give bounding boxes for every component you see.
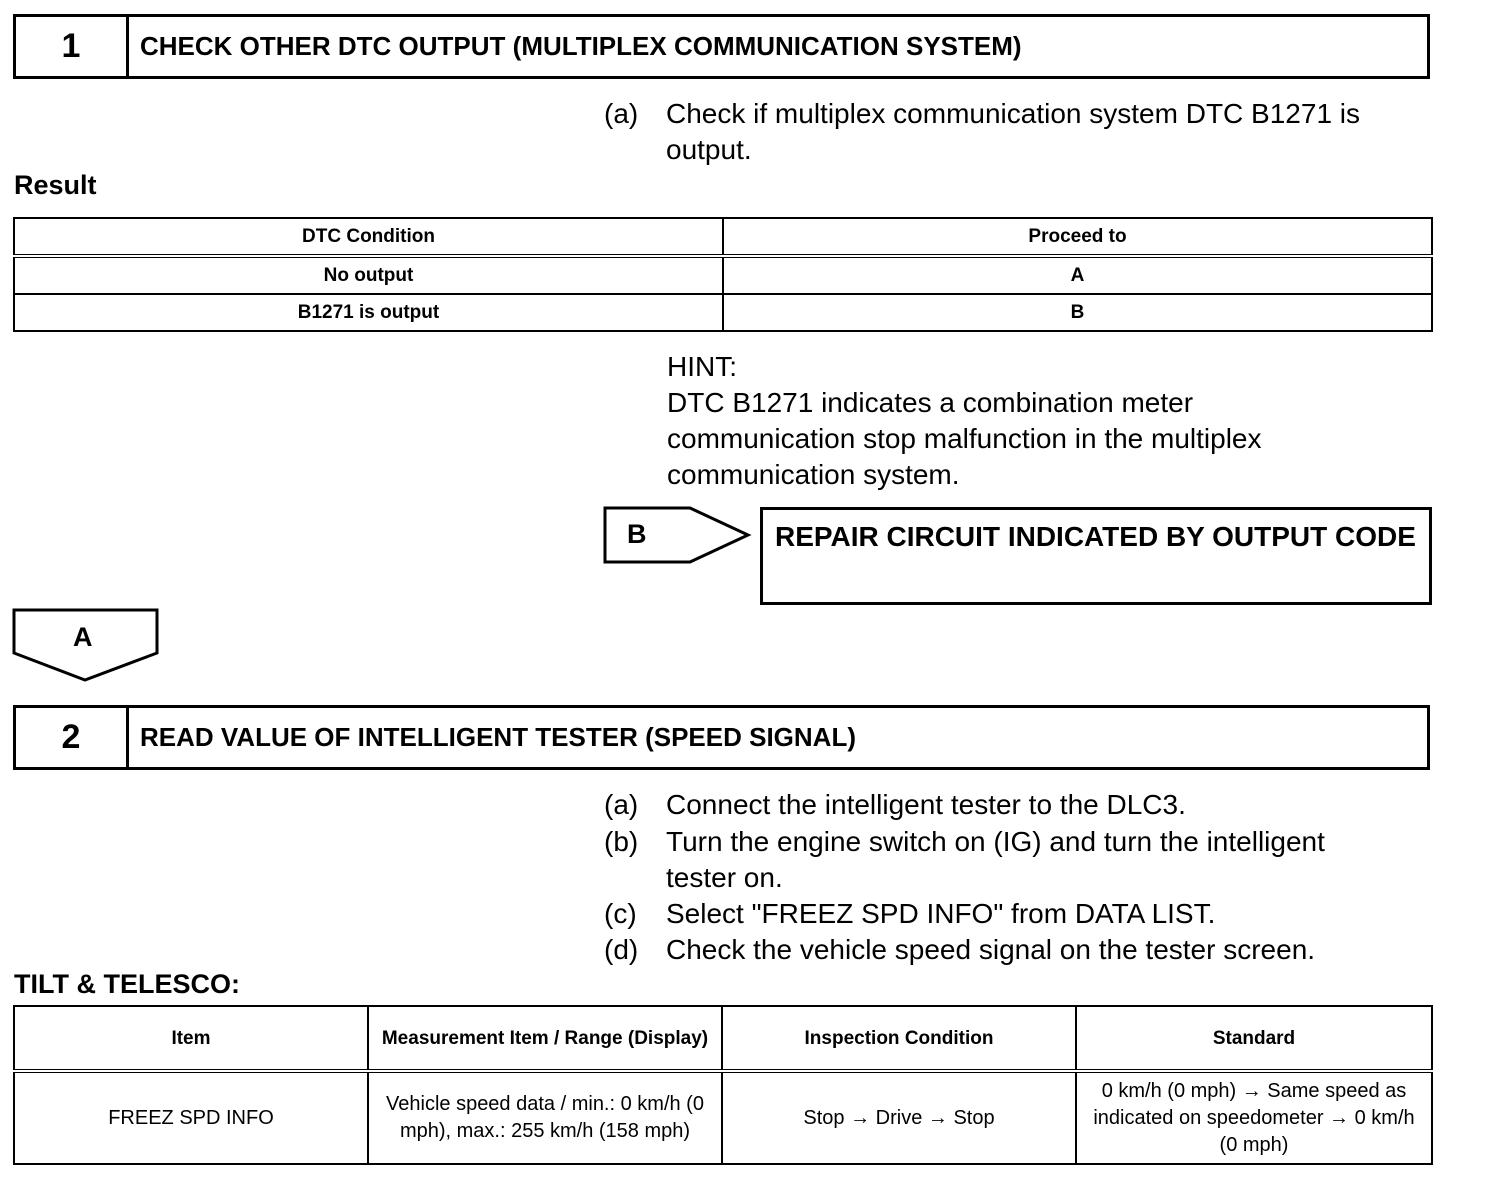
step-1-number: 1 xyxy=(16,17,129,76)
header-measurement-item: Measurement Item / Range (Display) xyxy=(368,1006,722,1071)
dtc-condition-cell: B1271 is output xyxy=(14,294,723,331)
result-table xyxy=(13,217,1433,332)
instruction-text: Connect the intelligent tester to the DLC3. xyxy=(666,789,1186,820)
tilt-telesco-label: TILT & TELESCO: xyxy=(14,969,240,999)
result-label: Result xyxy=(14,170,97,200)
step-1-instruction-a xyxy=(604,96,1430,168)
step-2-instruction-b xyxy=(604,824,1430,896)
dtc-condition-cell: No output xyxy=(14,256,723,294)
tilt-telesco-table xyxy=(13,1005,1433,1165)
instruction-label: (c) xyxy=(604,898,637,929)
instruction-text: Check if multiplex communication system DTC B1271 is output. xyxy=(666,98,1361,165)
header-item: Item xyxy=(14,1006,368,1071)
instruction-label: (b) xyxy=(604,826,639,857)
instruction-label: (a) xyxy=(604,789,639,820)
repair-action-box xyxy=(760,507,1432,605)
header-proceed-to: Proceed to xyxy=(723,218,1432,256)
instruction-label: (a) xyxy=(604,98,639,129)
table-row xyxy=(14,1071,1432,1164)
step-2-title: READ VALUE OF INTELLIGENT TESTER (SPEED SIGNAL) xyxy=(140,722,856,752)
item-cell: FREEZ SPD INFO xyxy=(14,1071,368,1164)
hint-title: HINT: xyxy=(667,351,737,382)
step-1-title: CHECK OTHER DTC OUTPUT (MULTIPLEX COMMUNICATION SYSTEM) xyxy=(140,31,1022,61)
instruction-text: Turn the engine switch on (IG) and turn the intelligent tester on. xyxy=(666,826,1325,893)
table-header-row xyxy=(14,1006,1432,1071)
standard-cell: 0 km/h (0 mph) → Same speed as indicated on speedometer → 0 km/h (0 mph) xyxy=(1076,1071,1432,1164)
measurement-cell: Vehicle speed data / min.: 0 km/h (0 mph), max.: 255 km/h (158 mph) xyxy=(368,1071,722,1164)
repair-action-text: REPAIR CIRCUIT INDICATED BY OUTPUT CODE xyxy=(775,521,1416,552)
step-2-instruction-c xyxy=(604,896,1430,932)
instruction-text: Check the vehicle speed signal on the tester screen. xyxy=(666,934,1316,965)
branch-b-arrow-icon xyxy=(602,505,754,565)
header-dtc-condition: DTC Condition xyxy=(14,218,723,256)
inspection-condition-cell: Stop → Drive → Stop xyxy=(722,1071,1076,1164)
header-inspection-condition: Inspection Condition xyxy=(722,1006,1076,1071)
step-1-header xyxy=(13,14,1430,79)
step-2-instruction-d xyxy=(604,932,1430,968)
table-row xyxy=(14,256,1432,294)
hint-block xyxy=(667,349,1367,493)
hint-text: DTC B1271 indicates a combination meter communication stop malfunction in the multiplex communication system. xyxy=(667,387,1262,490)
step-2-header xyxy=(13,705,1430,770)
proceed-to-cell: B xyxy=(723,294,1432,331)
table-row xyxy=(14,294,1432,331)
proceed-to-cell: A xyxy=(723,256,1432,294)
table-header-row xyxy=(14,218,1432,256)
instruction-label: (d) xyxy=(604,934,639,965)
branch-a-label: A xyxy=(73,622,93,652)
branch-b-label: B xyxy=(627,519,647,549)
step-2-instruction-a xyxy=(604,787,1430,823)
header-standard: Standard xyxy=(1076,1006,1432,1071)
step-2-number: 2 xyxy=(16,708,129,767)
instruction-text: Select "FREEZ SPD INFO" from DATA LIST. xyxy=(666,898,1216,929)
